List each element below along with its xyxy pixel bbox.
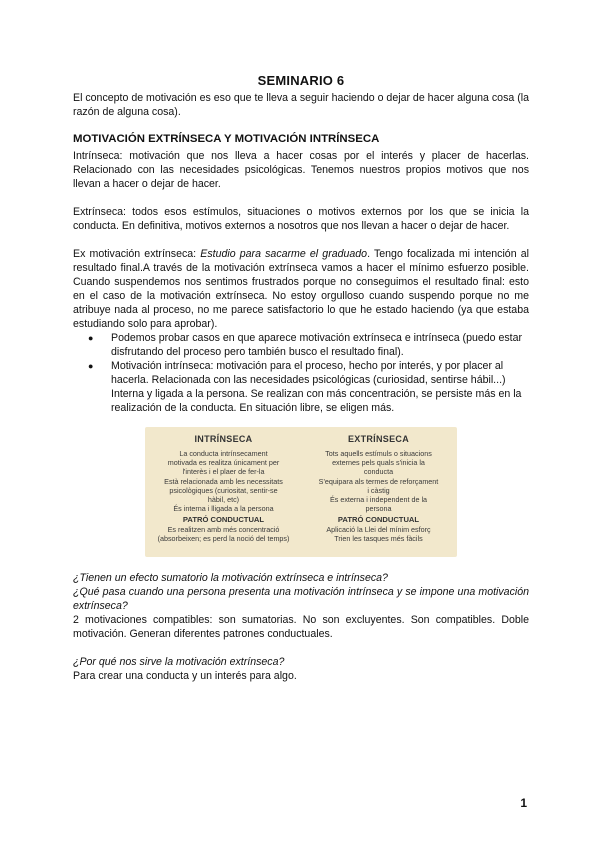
example-rest: . Tengo focalizada mi intención al resultado final.A través de la motivación extrínseca vamos a hacer el mínimo esfuerzo posible. Cuando suspendemos nos sentimos frustrados porque no conseguimos el resultado final: esto en el caso de la motivación extrínseca. No estoy orgulloso cuando suspendo porque no me atribuye nada al proceso, no me parece satisfactorio lo que he estado haciendo (ya que estaba estudiando solo para aprobar).: [73, 248, 529, 330]
figure-line: l'interès i el plaer de fer-la: [182, 467, 265, 477]
example-paragraph: [73, 247, 529, 331]
figure-line: Està relacionada amb les necessitats: [164, 476, 283, 486]
figure-line: Tots aquells estímuls o situacions: [325, 449, 432, 458]
answer-2: 2 motivaciones compatibles: son sumatorias. No son excluyentes. Son compatibles. Doble motivación. Generan diferentes patrones conductuales.: [73, 614, 529, 640]
figure-line: Aplicació la Llei del mínim esforç: [326, 524, 431, 534]
bullet-list: [73, 331, 529, 415]
comparison-figure: [73, 427, 529, 557]
figure-line: hàbil, etc): [207, 495, 240, 505]
figure-line: conducta: [363, 467, 394, 477]
figure-line: Trien les tasques més fàcils: [334, 533, 423, 543]
page-title: SEMINARIO 6: [257, 73, 345, 88]
figure-line: i càstig: [367, 485, 390, 495]
answer-3: Para crear una conducta y un interés para algo.: [73, 670, 297, 682]
question-1: ¿Tienen un efecto sumatorio la motivación extrínseca e intrínseca?: [73, 572, 388, 584]
bullet-text: Motivación intrínseca: motivación para el proceso, hecho por interés, y por placer al hacerla. Relacionada con las necesidades psicológicas (curiosidad, sentirse hábil...) Interna y ligada a la persona. Se realizan con más concentración, se persiste más en la realización de la conducta. En situación libre, se eligen más.: [111, 360, 522, 414]
figure-line: És externa i independent de la: [329, 495, 428, 505]
section-heading: MOTIVACIÓN EXTRÍNSECA Y MOTIVACIÓN INTRÍNSECA: [73, 133, 380, 145]
figure-line: Es realitzen amb més concentració: [167, 524, 280, 534]
list-item: [88, 359, 529, 415]
list-item: [88, 331, 529, 359]
intro-paragraph: El concepto de motivación es eso que te lleva a seguir haciendo o dejar de hacer alguna cosa (la razón de alguna cosa).: [73, 92, 529, 118]
intrinseca-column: [153, 434, 294, 551]
bullet-icon: ●: [88, 333, 94, 343]
example-italic: Estudio para sacarme el graduado: [200, 248, 368, 260]
question-2: ¿Qué pasa cuando una persona presenta una motivación intrínseca y se impone una motivación extrínseca?: [73, 586, 529, 612]
extrinseca-subtitle: PATRÓ CONDUCTUAL: [337, 515, 420, 525]
figure-line: És interna i lligada a la persona: [173, 504, 274, 514]
figure-line: La conducta intrínsecament: [179, 449, 268, 458]
intrinseca-subtitle: PATRÓ CONDUCTUAL: [182, 515, 265, 525]
intrinseca-title: INTRÍNSECA: [194, 434, 253, 444]
figure-line: S'equipara als termes de reforçament: [318, 476, 439, 486]
figure-line: psicològiques (curiositat, sentir-se: [169, 485, 278, 495]
figure-line: (absorbeixen; es perd la noció del temps): [157, 533, 290, 543]
figure-line: persona: [365, 504, 392, 514]
comparison-table-image: [145, 427, 457, 557]
extrinseca-column: [308, 434, 449, 551]
extrinseca-title: EXTRÍNSECA: [347, 434, 409, 444]
figure-line: motivada es realitza únicament per: [167, 458, 280, 468]
example-prefix: Ex motivación extrínseca:: [73, 248, 201, 260]
bullet-text: Podemos probar casos en que aparece motivación extrínseca e intrínseca (puedo estar disfrutando del proceso pero también busco el resultado final).: [111, 332, 523, 358]
bullet-icon: ●: [88, 361, 94, 371]
figure-line: externes pels quals s'inicia la: [332, 458, 425, 468]
page-number: 1: [520, 796, 527, 810]
intrinseca-definition: Intrínseca: motivación que nos lleva a hacer cosas por el interés y placer de hacerlas. Relacionado con las necesidades psicológicas. Tenemos nuestros propios motivos que nos llevan a hacer o dejar de hacer.: [73, 150, 529, 190]
question-3: ¿Por qué nos sirve la motivación extrínseca?: [73, 656, 285, 668]
document-page: [73, 72, 529, 683]
extrinseca-definition: Extrínseca: todos esos estímulos, situaciones o motivos externos por los que se inicia la conducta. En definitiva, motivos externos a nosotros que nos llevan a hacer o dejar de hacer.: [73, 206, 529, 232]
